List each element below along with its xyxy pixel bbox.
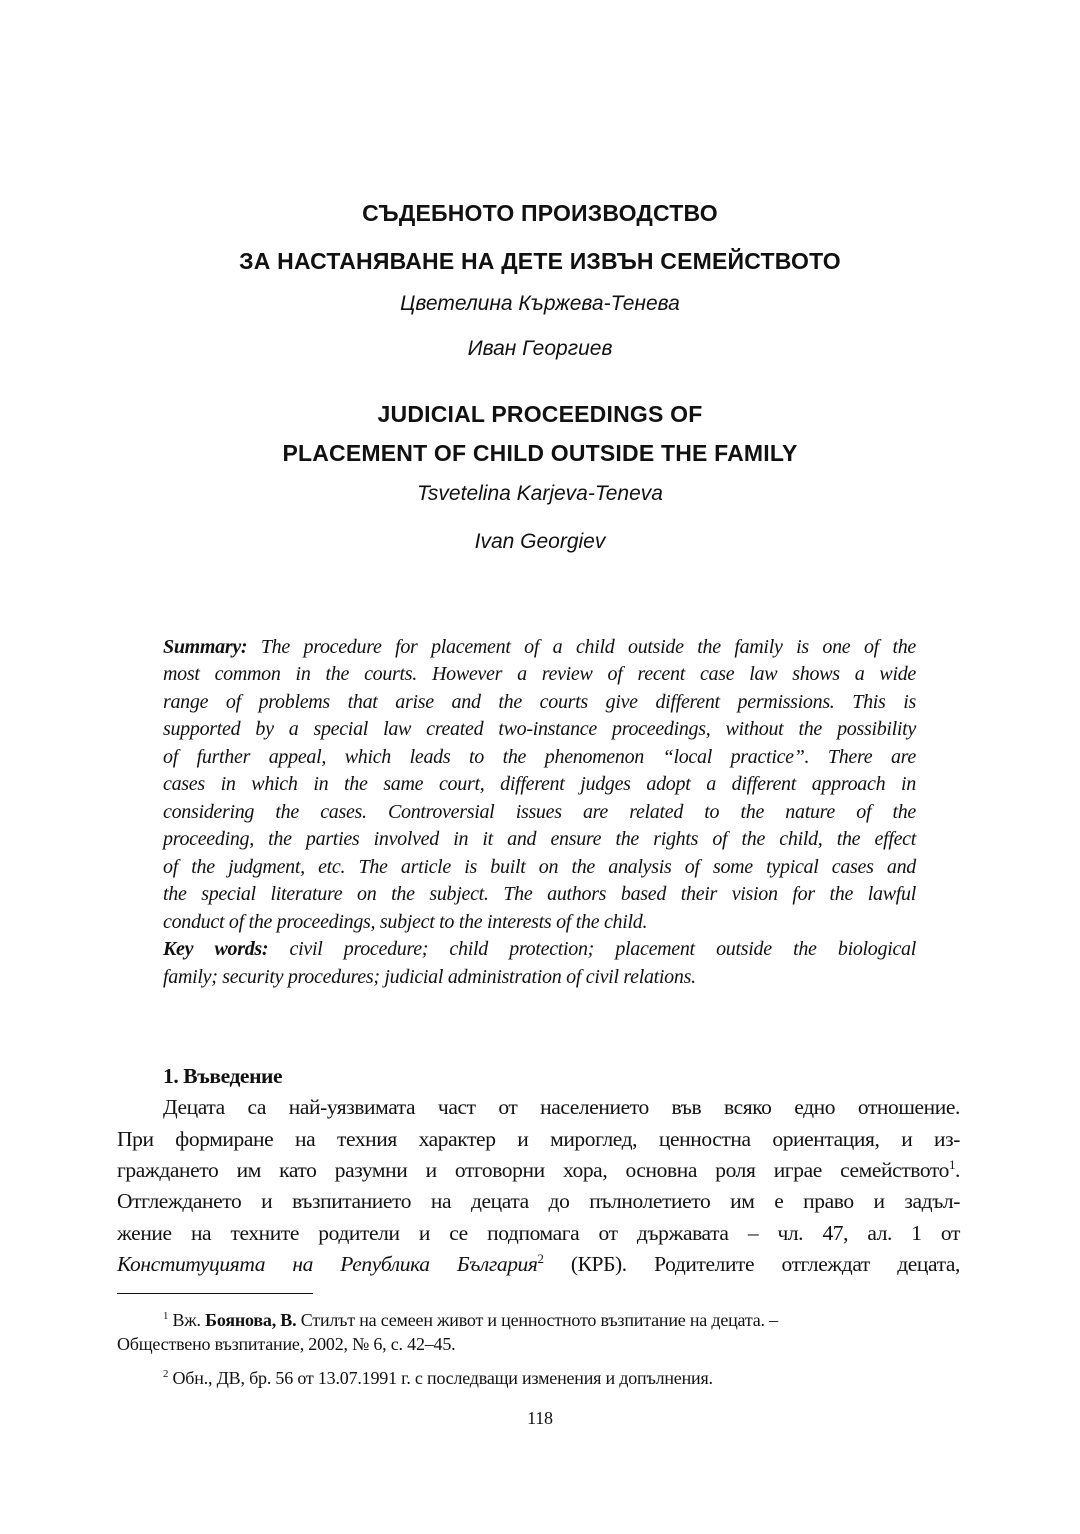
summary-line: cases in which in the same court, different judges adopt a different approach in: [163, 773, 916, 795]
title-en-line-1: JUDICIAL PROCEEDINGS OF: [377, 401, 703, 427]
body-line: граждането им като разумни и отговорни хора, основна роля играе семейството$^1$.: [117, 1157, 960, 1182]
author-en-1: Tsvetelina Karjeva-Teneva: [417, 482, 663, 505]
summary-line: the special literature on the subject. The authors based their vision for the lawful: [163, 883, 916, 905]
body-line: Конституцията на Република България$^2$ (КРБ). Родителите отглеждат децата,: [117, 1251, 960, 1276]
summary-line: conduct of the proceedings, subject to the interests of the child.: [163, 911, 648, 933]
summary-line: range of problems that arise and the courts give different permissions. This is: [163, 691, 916, 713]
title-bg-line-2: ЗА НАСТАНЯВАНЕ НА ДЕТЕ ИЗВЪН СЕМЕЙСТВОТО: [239, 248, 841, 274]
keywords-line: family; security procedures; judicial administration of civil relations.: [163, 966, 696, 988]
summary-line: supported by a special law created two-instance proceedings, without the possibility: [163, 718, 916, 740]
summary-line: proceeding, the parties involved in it and ensure the rights of the child, the effect: [163, 828, 916, 850]
footnote-ref-1[interactable]: 1: [948, 1157, 956, 1172]
summary-line: of the judgment, etc. The article is built on the analysis of some typical cases and: [163, 856, 916, 878]
summary-line: The procedure for placement of a child outside the family is one of the: [247, 636, 916, 658]
footnote-1-cont: Обществено възпитание, 2002, № 6, с. 42–45.: [117, 1334, 456, 1354]
title-en-line-2: PLACEMENT OF CHILD OUTSIDE THE FAMILY: [282, 440, 798, 466]
body-line: Отглеждането и възпитанието на децата до пълнолетието им е право и задъл-: [117, 1189, 960, 1213]
body-line: жение на техните родители и се подпомага от държавата – чл. 47, ал. 1 от: [117, 1221, 960, 1245]
page-number: 118: [527, 1408, 553, 1428]
summary-line: considering the cases. Controversial issues are related to the nature of the: [163, 801, 916, 823]
summary-line: of further appeal, which leads to the phenomenon “local practice”. There are: [163, 746, 916, 768]
body-line: При формиране на техния характер и мироглед, ценностна ориентация, и из-: [117, 1127, 960, 1151]
section-heading: 1. Въведение: [163, 1064, 283, 1088]
title-bg-line-1: СЪДЕБНОТО ПРОИЗВОДСТВО: [362, 200, 718, 226]
footnote-ref-2[interactable]: 2: [537, 1251, 544, 1266]
summary-line: most common in the courts. However a review of recent case law shows a wide: [163, 663, 916, 685]
footnote-1: $^1$ Вж. Боянова, В. Стилът на семеен живот и ценностното възпитание на децата. –: [163, 1310, 778, 1330]
footnote-2: $^2$ Обн., ДВ, бр. 56 от 13.07.1991 г. с последващи изменения и допълнения.: [163, 1368, 713, 1388]
keywords-line: civil procedure; child protection; placement outside the biological: [268, 938, 916, 960]
footnote-divider: [117, 1293, 313, 1294]
keywords-label: Key words:: [163, 938, 269, 960]
author-bg-2: Иван Георгиев: [467, 337, 613, 360]
summary-label: Summary:: [163, 636, 248, 658]
body-line: Децата са най-уязвимата част от населението във всяко едно отношение.: [163, 1095, 960, 1119]
author-en-2: Ivan Georgiev: [474, 530, 606, 553]
author-bg-1: Цветелина Кържева-Тенева: [400, 292, 680, 315]
